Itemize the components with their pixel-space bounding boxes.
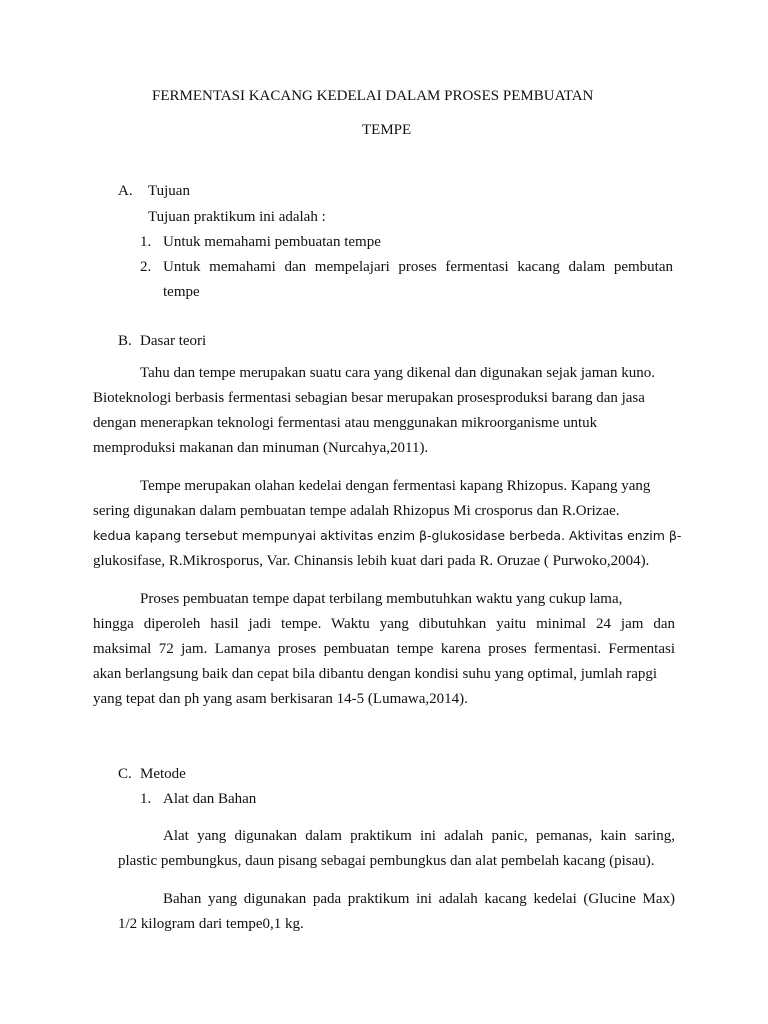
- paragraph-2-line-2: sering digunakan dalam pembuatan tempe adalah Rhizopus Mi crosporus dan R.Orizae.: [93, 503, 620, 519]
- title-line-1: FERMENTASI KACANG KEDELAI DALAM PROSES PEMBUATAN: [152, 88, 594, 104]
- section-a-intro: Tujuan praktikum ini adalah :: [148, 209, 326, 225]
- paragraph-1-line-3: dengan menerapkan teknologi fermentasi atau menggunakan mikroorganisme untuk: [93, 415, 598, 431]
- alat-line-1: Alat yang digunakan dalam praktikum ini adalah panic, pemanas, kain saring,: [163, 828, 675, 844]
- section-b-heading: Dasar teori: [140, 333, 207, 349]
- section-c-heading: Metode: [140, 766, 186, 782]
- paragraph-1-line-1: Tahu dan tempe merupakan suatu cara yang dikenal dan digunakan sejak jaman kuno.: [140, 365, 656, 381]
- paragraph-2-line-1: Tempe merupakan olahan kedelai dengan fermentasi kapang Rhizopus. Kapang yang: [140, 478, 651, 494]
- paragraph-3-line-5: yang tepat dan ph yang asam berkisaran 14-5 (Lumawa,2014).: [93, 691, 468, 707]
- alat-line-2: plastic pembungkus, daun pisang sebagai pembungkus dan alat pembelah kacang (pisau).: [118, 853, 655, 869]
- paragraph-3-line-3: maksimal 72 jam. Lamanya proses pembuatan tempe karena proses fermentasi. Fermentasi: [93, 641, 675, 657]
- subsection-1-heading: Alat dan Bahan: [163, 791, 257, 807]
- bahan-line-1: Bahan yang digunakan pada praktikum ini adalah kacang kedelai (Glucine Max): [163, 891, 675, 907]
- bahan-line-2: 1/2 kilogram dari tempe0,1 kg.: [118, 916, 304, 932]
- subsection-1-number: 1.: [140, 791, 152, 807]
- section-a-marker: A.: [118, 183, 133, 199]
- list-item-2: Untuk memahami dan mempelajari proses fermentasi kacang dalam pembutan: [163, 259, 673, 275]
- list-item-2-cont: tempe: [163, 284, 200, 300]
- list-number-2: 2.: [140, 259, 152, 275]
- section-b-marker: B.: [118, 333, 132, 349]
- list-item-1: Untuk memahami pembuatan tempe: [163, 234, 381, 250]
- paragraph-1-line-4: memproduksi makanan dan minuman (Nurcahya,2011).: [93, 440, 429, 456]
- paragraph-2-line-4: glukosifase, R.Mikrosporus, Var. Chinansis lebih kuat dari pada R. Oruzae ( Purwoko,2004).: [93, 553, 650, 569]
- paragraph-3-line-1: Proses pembuatan tempe dapat terbilang membutuhkan waktu yang cukup lama,: [140, 591, 623, 607]
- section-c-marker: C.: [118, 766, 132, 782]
- paragraph-1-line-2: Bioteknologi berbasis fermentasi sebagian besar merupakan prosesproduksi barang dan jasa: [93, 390, 645, 406]
- list-number-1: 1.: [140, 234, 152, 250]
- paragraph-3-line-4: akan berlangsung baik dan cepat bila dibantu dengan kondisi suhu yang optimal, jumlah rapgi: [93, 666, 658, 682]
- paragraph-3-line-2: hingga diperoleh hasil jadi tempe. Waktu yang dibutuhkan yaitu minimal 24 jam dan: [93, 616, 675, 632]
- section-a-heading: Tujuan: [148, 183, 190, 199]
- title-line-2: TEMPE: [362, 122, 412, 138]
- paragraph-2-line-3: kedua kapang tersebut mempunyai aktivitas enzim β-glukosidase berbeda. Aktivitas enzim β-: [93, 528, 682, 543]
